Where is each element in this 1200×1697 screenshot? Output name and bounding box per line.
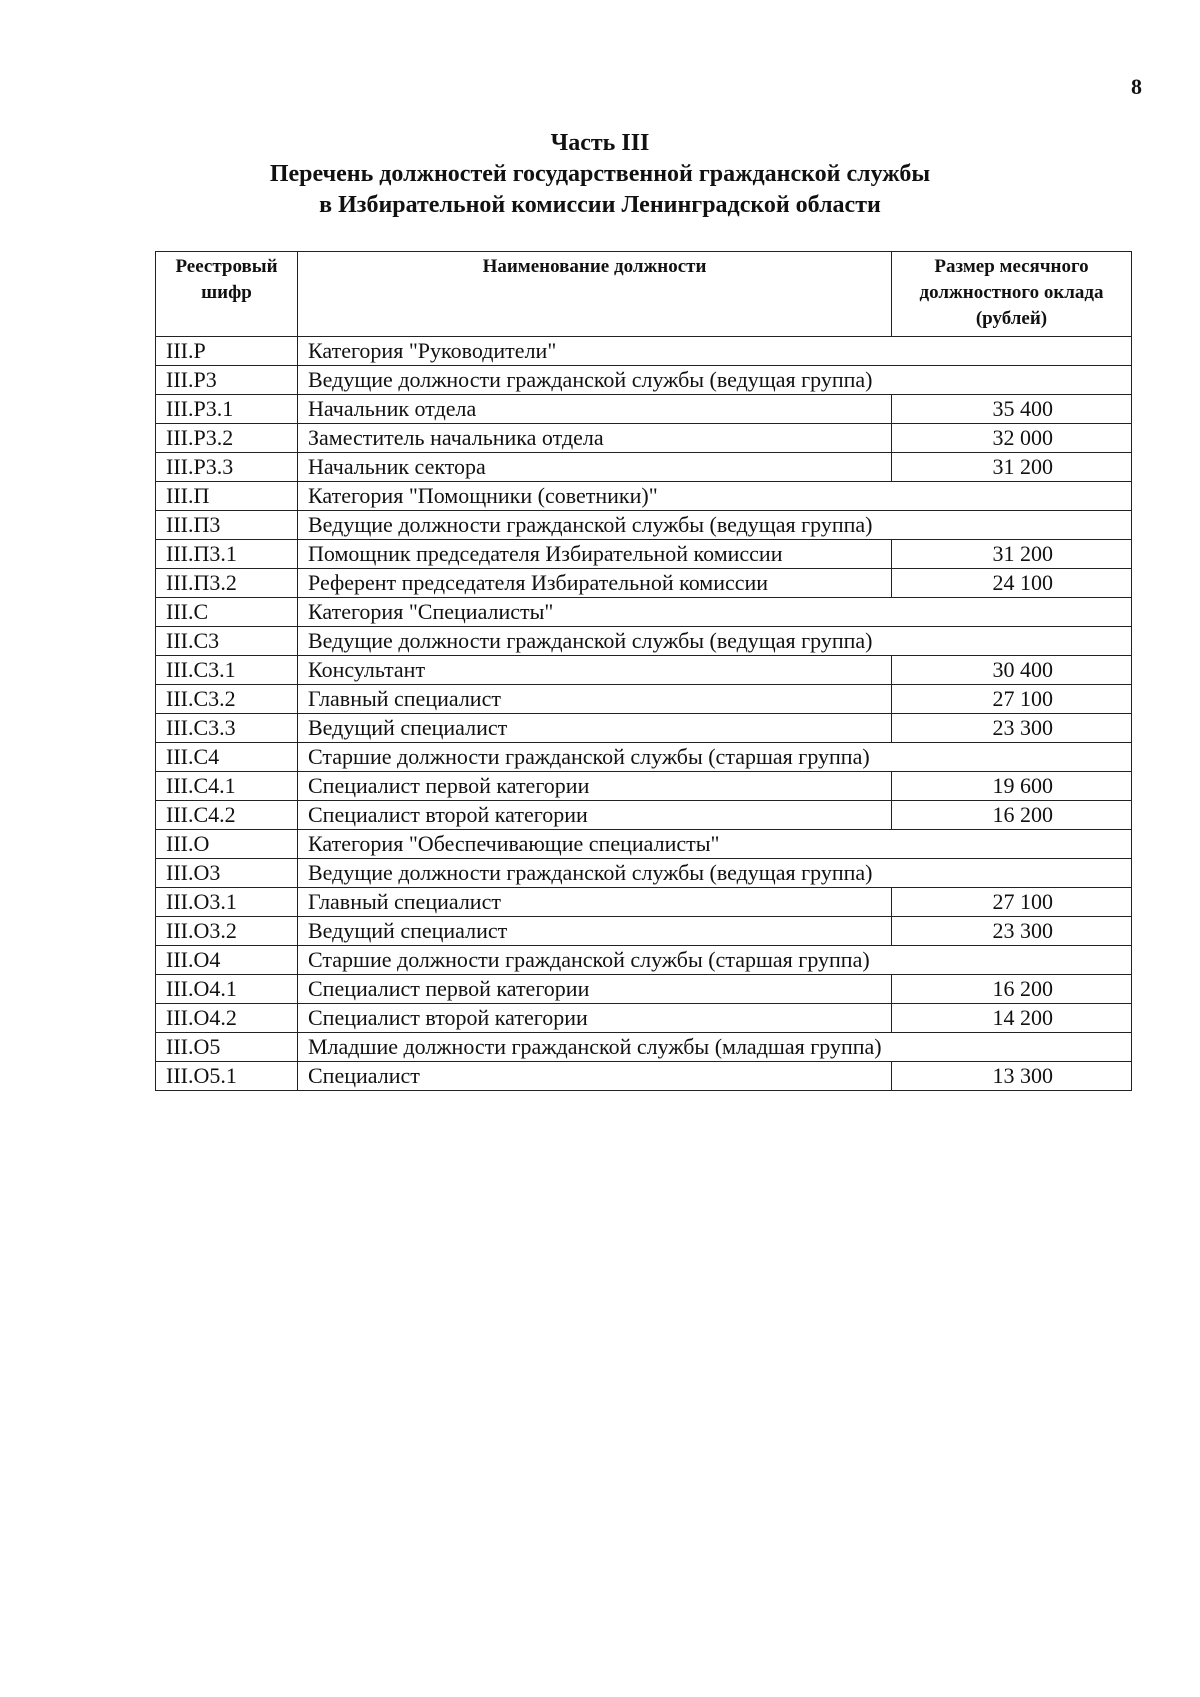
cell-name: Ведущие должности гражданской службы (ведущая группа): [298, 511, 1132, 540]
table-row: [156, 598, 1132, 627]
cell-name: Категория "Обеспечивающие специалисты": [298, 830, 1132, 859]
table-row: [156, 946, 1132, 975]
cell-salary: 27 100: [892, 685, 1132, 714]
table-row: [156, 395, 1132, 424]
cell-code: III.С: [156, 598, 298, 627]
cell-name: Старшие должности гражданской службы (старшая группа): [298, 743, 1132, 772]
cell-salary: 13 300: [892, 1062, 1132, 1091]
cell-name: Категория "Помощники (советники)": [298, 482, 1132, 511]
cell-name: Специалист второй категории: [298, 1004, 892, 1033]
cell-code: III.Р3: [156, 366, 298, 395]
header-name: Наименование должности: [298, 252, 892, 337]
table-row: [156, 482, 1132, 511]
cell-name: Начальник отдела: [298, 395, 892, 424]
table-row: [156, 569, 1132, 598]
cell-salary: 35 400: [892, 395, 1132, 424]
cell-code: III.П: [156, 482, 298, 511]
cell-name: Специалист: [298, 1062, 892, 1091]
cell-name: Старшие должности гражданской службы (старшая группа): [298, 946, 1132, 975]
cell-code: III.С3.1: [156, 656, 298, 685]
title-line-heading: Перечень должностей государственной гражданской службы: [269, 161, 931, 187]
cell-salary: 24 100: [892, 569, 1132, 598]
cell-code: III.П3.2: [156, 569, 298, 598]
cell-code: III.О: [156, 830, 298, 859]
cell-salary: 14 200: [892, 1004, 1132, 1033]
cell-salary: 16 200: [892, 975, 1132, 1004]
cell-name: Помощник председателя Избирательной комиссии: [298, 540, 892, 569]
cell-code: III.С4.2: [156, 801, 298, 830]
cell-code: III.С4: [156, 743, 298, 772]
table-row: [156, 859, 1132, 888]
cell-name: Категория "Специалисты": [298, 598, 1132, 627]
table-row: [156, 772, 1132, 801]
cell-name: Ведущие должности гражданской службы (ведущая группа): [298, 627, 1132, 656]
table-row: [156, 540, 1132, 569]
cell-code: III.Р3.1: [156, 395, 298, 424]
cell-name: Начальник сектора: [298, 453, 892, 482]
cell-name: Ведущий специалист: [298, 714, 892, 743]
table-header-row: [156, 252, 1132, 337]
header-code: Реестровый шифр: [156, 252, 298, 337]
cell-name: Категория "Руководители": [298, 337, 1132, 366]
cell-code: III.С4.1: [156, 772, 298, 801]
table-row: [156, 830, 1132, 859]
table-row: [156, 511, 1132, 540]
cell-salary: 16 200: [892, 801, 1132, 830]
cell-salary: 27 100: [892, 888, 1132, 917]
table-row: [156, 366, 1132, 395]
title-line-subheading: в Избирательной комиссии Ленинградской области: [319, 192, 881, 218]
table-row: [156, 1004, 1132, 1033]
cell-code: III.О3: [156, 859, 298, 888]
table-row: [156, 685, 1132, 714]
cell-salary: 30 400: [892, 656, 1132, 685]
page-number: 8: [1131, 74, 1142, 99]
cell-salary: 23 300: [892, 714, 1132, 743]
cell-code: III.Р3.2: [156, 424, 298, 453]
cell-code: III.О4.1: [156, 975, 298, 1004]
cell-code: III.Р3.3: [156, 453, 298, 482]
document-title: [45, 128, 1200, 221]
cell-code: III.О3.1: [156, 888, 298, 917]
table-row: [156, 888, 1132, 917]
table-row: [156, 917, 1132, 946]
cell-salary: 19 600: [892, 772, 1132, 801]
cell-code: III.О4: [156, 946, 298, 975]
table-row: [156, 1062, 1132, 1091]
cell-code: III.С3: [156, 627, 298, 656]
cell-salary: 23 300: [892, 917, 1132, 946]
cell-code: III.О5.1: [156, 1062, 298, 1091]
cell-name: Специалист первой категории: [298, 772, 892, 801]
positions-table: [155, 251, 1132, 1091]
cell-name: Специалист второй категории: [298, 801, 892, 830]
cell-name: Главный специалист: [298, 685, 892, 714]
cell-name: Консультант: [298, 656, 892, 685]
cell-salary: 31 200: [892, 453, 1132, 482]
table-row: [156, 337, 1132, 366]
cell-name: Младшие должности гражданской службы (младшая группа): [298, 1033, 1132, 1062]
cell-name: Заместитель начальника отдела: [298, 424, 892, 453]
table-row: [156, 627, 1132, 656]
table-body: [156, 337, 1132, 1091]
cell-code: III.П3.1: [156, 540, 298, 569]
cell-name: Специалист первой категории: [298, 975, 892, 1004]
cell-name: Ведущие должности гражданской службы (ведущая группа): [298, 859, 1132, 888]
cell-code: III.О3.2: [156, 917, 298, 946]
cell-name: Ведущий специалист: [298, 917, 892, 946]
table-row: [156, 656, 1132, 685]
cell-name: Главный специалист: [298, 888, 892, 917]
table-row: [156, 453, 1132, 482]
cell-code: III.Р: [156, 337, 298, 366]
table-row: [156, 975, 1132, 1004]
table-row: [156, 743, 1132, 772]
table-row: [156, 1033, 1132, 1062]
cell-code: III.О5: [156, 1033, 298, 1062]
cell-code: III.С3.3: [156, 714, 298, 743]
cell-salary: 31 200: [892, 540, 1132, 569]
cell-salary: 32 000: [892, 424, 1132, 453]
cell-name: Ведущие должности гражданской службы (ведущая группа): [298, 366, 1132, 395]
cell-code: III.П3: [156, 511, 298, 540]
cell-name: Референт председателя Избирательной комиссии: [298, 569, 892, 598]
table-row: [156, 801, 1132, 830]
header-salary: Размер месячного должностного оклада (рублей): [892, 252, 1132, 337]
table-row: [156, 714, 1132, 743]
cell-code: III.О4.2: [156, 1004, 298, 1033]
title-line-part: Часть III: [550, 130, 650, 156]
table-row: [156, 424, 1132, 453]
cell-code: III.С3.2: [156, 685, 298, 714]
